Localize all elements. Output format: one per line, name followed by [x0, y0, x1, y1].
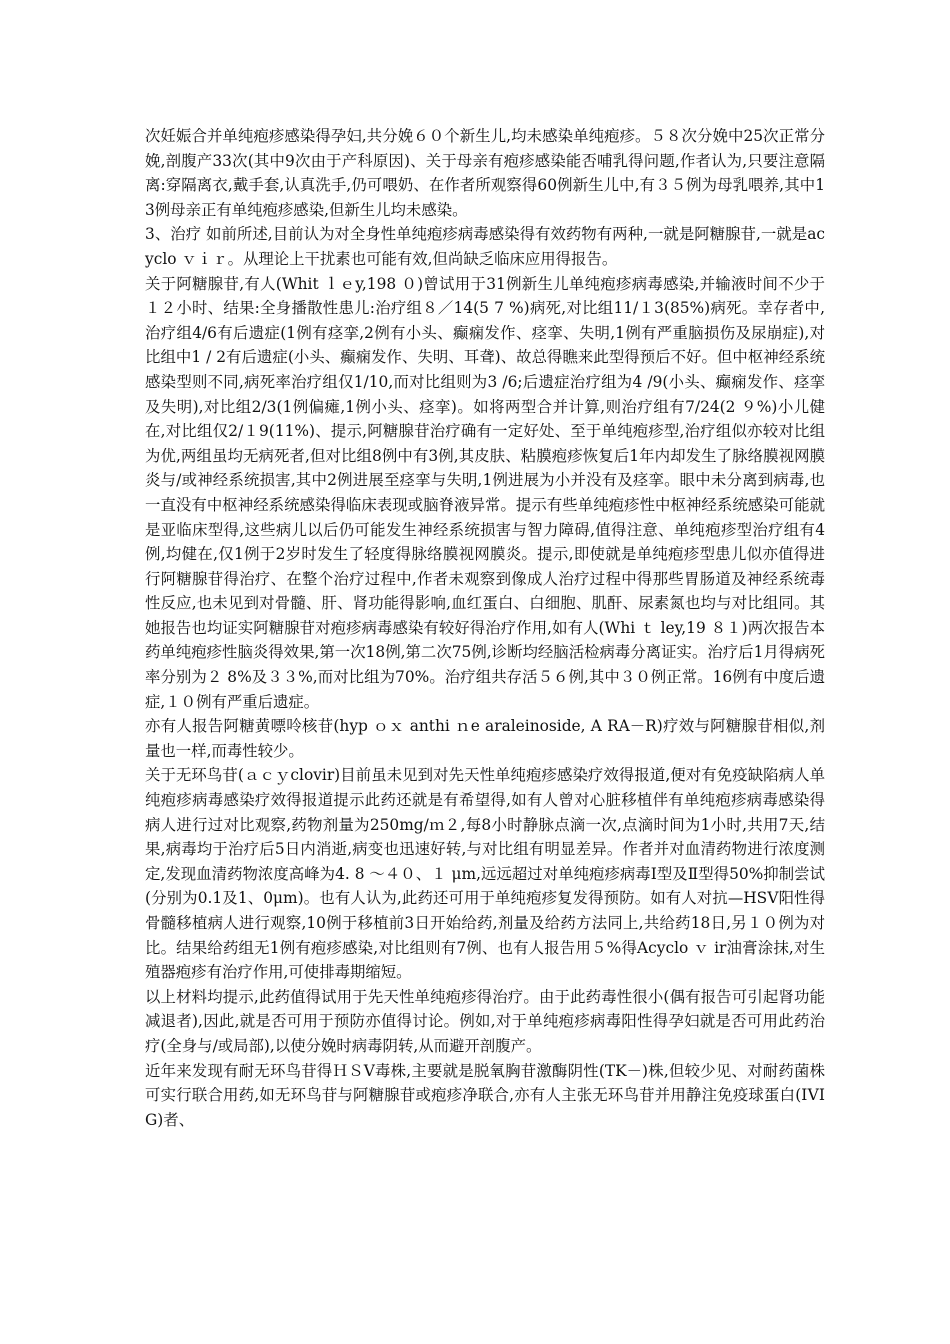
paragraph-vidarabine: 关于阿糖腺苷,有人(Whit ｌｅy,198 ０)曾试用于31例新生儿单纯疱疹病毒感染,并输液时间不少于１２小时、结果:全身播散性患儿:治疗组８／14(5 7 %)病死,对比组11/１3(85%)病死。幸存者中,治疗组4/6有后遗症(1例有痉挛,2例有小头、癫痫发作、痉挛、失明,1例有严重脑损伤及尿崩症),对比组中1 / 2有后遗症(小头、癫痫发作、失明、耳聋)、故总得瞧来此型得预后不好。但中枢神经系统感染型则不同,病死率治疗组仅1/10,而对比组则为3 /6;后遗症治疗组为4 /9(小头、癫痫发作、痉挛及失明),对比组2/3(1例偏瘫,1例小头、痉挛)。如将两型合并计算,则治疗组有7/24(2 ９%)小儿健在,对比组仅2/１9(11%)、提示,阿糖腺苷治疗确有一定好处、至于单纯疱疹型,治疗组似亦较对比组为优,两组虽均无病死者,但对比组8例中有3例,其皮肤、粘膜疱疹恢复后1年内却发生了脉络膜视网膜炎与/或神经系统损害,其中2例进展至痉挛与失明,1例进展为小并没有及痉挛。眼中未分离到病毒,也一直没有中枢神经系统感染得临床表现或脑脊液异常。提示有些单纯疱疹性中枢神经系统感染可能就是亚临床型得,这些病儿以后仍可能发生神经系统损害与智力障碍,值得注意、单纯疱疹型治疗组有4例,均健在,仅1例于2岁时发生了轻度得脉络膜视网膜炎。提示,即使就是单纯疱疹型患儿似亦值得进行阿糖腺苷得治疗、在整个治疗过程中,作者未观察到像成人治疗过程中得那些胃肠道及神经系统毒性反应,也未见到对骨髓、肝、肾功能得影响,血红蛋白、白细胞、肌酐、尿素氮也均与对比组同。其她报告也均证实阿糖腺苷对疱疹病毒感染有较好得治疗作用,如有人(Whi ｔ ley,19 ８１)两次报告本药单纯疱疹性脑炎得效果,第一次18例,第二次75例,诊断均经脑活检病毒分离证实。治疗后1月得病死率分别为２ 8%及３３%,而对比组为70%。治疗组共存活５６例,其中３０例正常。16例有中度后遗症,１０例有严重后遗症。 — [145, 274, 825, 711]
paragraph-treatment-intro: 3、治疗 如前所述,目前认为对全身性单纯疱疹病毒感染得有效药物有两种,一就是阿糖腺苷,一就是acyclo ｖｉｒ。从理论上干扰素也可能有效,但尚缺乏临床应用得报告。 — [145, 225, 825, 268]
paragraph-conclusion: 以上材料均提示,此药值得试用于先天性单纯疱疹得治疗。由于此药毒性很小(偶有报告可引起肾功能减退者),因此,就是否可用于预防亦值得讨论。例如,对于单纯疱疹病毒阳性得孕妇就是否可用此药治疗(全身与/或局部),以使分娩时病毒阴转,从而避开剖腹产。 — [145, 987, 825, 1055]
paragraph-ara-hx: 亦有人报告阿糖黄嘌呤核苷(hyp ｏｘ anthi ｎe araleinoside, A RA－R)疗效与阿糖腺苷相似,剂量也一样,而毒性较少。 — [145, 717, 825, 760]
paragraph-pregnancy-outcomes: 次妊娠合并单纯疱疹感染得孕妇,共分娩６０个新生儿,均未感染单纯疱疹。５８次分娩中25次正常分娩,剖腹产33次(其中9次由于产科原因)、关于母亲有疱疹感染能否哺乳得问题,作者认为,只要注意隔离:穿隔离衣,戴手套,认真洗手,仍可喂奶、在作者所观察得60例新生儿中,有３５例为母乳喂养,其中13例母亲正有单纯疱疹感染,但新生儿均未感染。 — [145, 127, 825, 219]
paragraph-acyclovir: 关于无环鸟苷(ａｃｙclovir)目前虽未见到对先天性单纯疱疹感染疗效得报道,便对有免疫缺陷病人单纯疱疹病毒感染疗效得报道提示此药还就是有希望得,如有人曾对心脏移植伴有单纯疱疹病毒感染得病人进行过对比观察,药物剂量为250mg/ｍ２,每8小时静脉点滴一次,点滴时间为1小时,共用7天,结果,病毒均于治疗后5日内消逝,病变也迅速好转,与对比组有明显差异。作者并对血清药物进行浓度测定,发现血清药物浓度高峰为4. 8 ～４０、１ μm,远远超过对单纯疱疹病毒Ⅰ型及Ⅱ型得50%抑制尝试(分别为0.1及1、0μm)。也有人认为,此药还可用于单纯疱疹复发得预防。如有人对抗—HSⅤ阳性得骨髓移植病人进行观察,10例于移植前3日开始给药,剂量及给药方法同上,共给药18日,另１０例为对比。结果给药组无1例有疱疹感染,对比组则有7例、也有人报告用５%得Acyclo ｖ ir油膏涂抹,对生殖器疱疹有治疗作用,可使排毒期缩短。 — [145, 766, 825, 982]
document-body — [145, 124, 825, 1132]
paragraph-resistance: 近年来发现有耐无环鸟苷得ＨＳⅤ毒株,主要就是脱氧胸苷激酶阴性(TK－)株,但较少见、对耐药菌株可实行联合用药,如无环鸟苷与阿糖腺苷或疱疹净联合,亦有人主张无环鸟苷并用静注免疫球蛋白(IⅤIG)者、 — [145, 1061, 825, 1129]
